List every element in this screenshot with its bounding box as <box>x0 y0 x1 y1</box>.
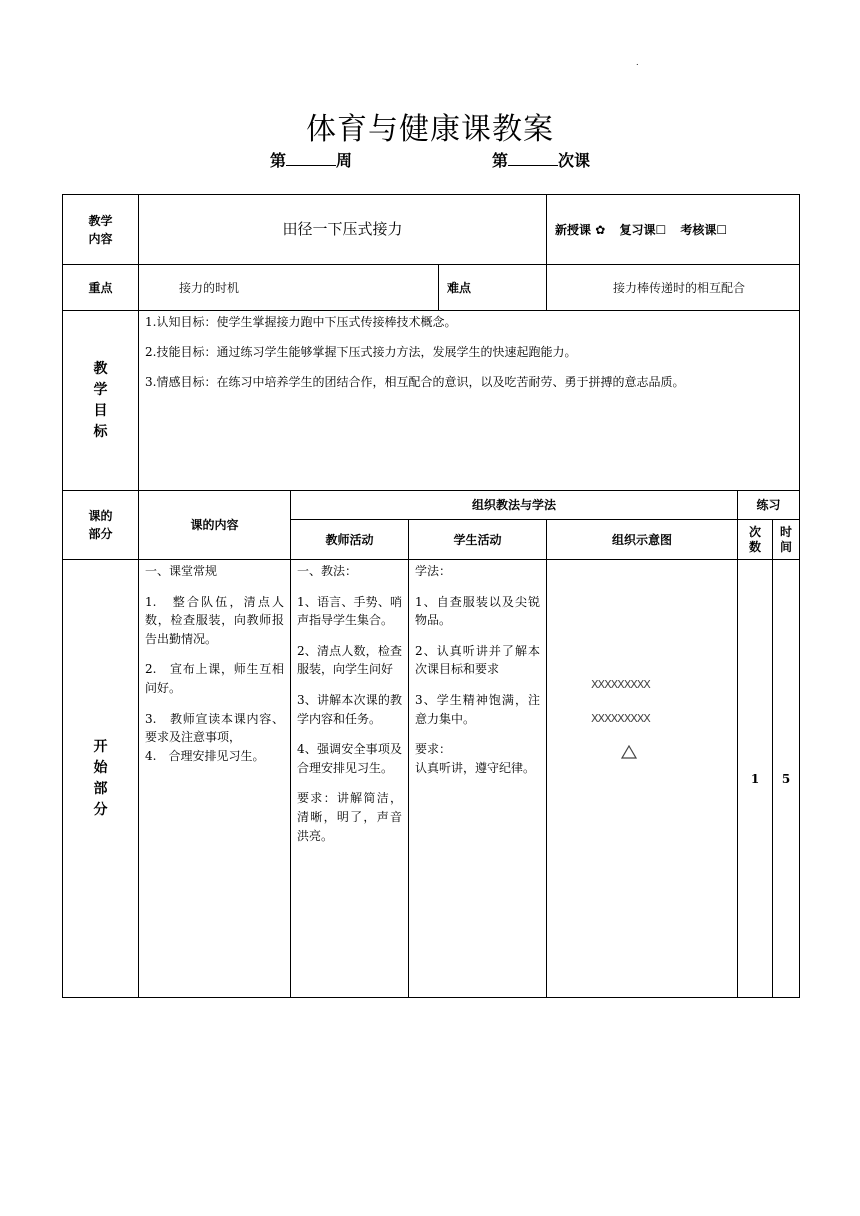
header-diagram: 组织示意图 <box>547 520 738 560</box>
header-student: 学生活动 <box>409 520 547 560</box>
key-row <box>63 265 800 311</box>
lesson-prefix: 第 <box>492 151 509 170</box>
teacher-line-6: 要求：讲解简洁，清晰，明了，声音洪亮。 <box>297 791 402 843</box>
difficult-value: 接力棒传递时的相互配合 <box>547 265 800 311</box>
header-method-group: 组织教法与学法 <box>291 491 738 520</box>
start-content-4: 3. 教师宣读本课内容、要求及注意事项， 4. 合理安排见习生。 <box>145 711 284 763</box>
page-dot: . <box>636 58 639 67</box>
goal-emotion: 3.情感目标：在练习中培养学生的团结合作，相互配合的意识，以及吃苦耐劳、勇于拼搏的意志品质。 <box>145 375 685 389</box>
header-part: 课的 部分 <box>63 491 139 560</box>
lesson-suffix: 次课 <box>558 151 591 170</box>
start-content-2: 1. 整合队伍，清点人数，检查服装，向教师报告出勤情况。 <box>145 594 284 646</box>
type-exam-option[interactable]: 考核课☐ <box>680 222 728 237</box>
start-teacher-cell <box>291 560 409 998</box>
start-content-1: 一、课堂常规 <box>145 564 218 578</box>
content-topic: 田径一下压式接力 <box>139 195 547 265</box>
header-practice-group: 练习 <box>738 491 800 520</box>
start-times: 1 <box>738 560 773 998</box>
teacher-line-1: 一、教法： <box>297 564 358 578</box>
content-row <box>63 195 800 265</box>
type-new-option[interactable]: 新授课 ✿ <box>555 222 606 237</box>
type-review-option[interactable]: 复习课☐ <box>619 222 667 237</box>
student-line-1: 学法： <box>415 564 452 578</box>
lesson-line <box>492 148 590 171</box>
start-student-cell <box>409 560 547 998</box>
content-label: 教学 内容 <box>63 195 139 265</box>
formation-row-2: XXXXXXXXX <box>591 712 650 725</box>
key-value: 接力的时机 <box>139 265 439 311</box>
lesson-blank[interactable] <box>508 151 558 166</box>
student-line-2: 1、自查服装以及尖锐物品。 <box>415 594 541 628</box>
teacher-line-4: 3、讲解本次课的教学内容和任务。 <box>297 692 402 726</box>
start-section-row <box>63 560 800 998</box>
page-title: 体育与健康课教案 <box>306 112 554 147</box>
key-label: 重点 <box>63 265 139 311</box>
formation-diagram <box>547 560 738 998</box>
teacher-line-2: 1、语言、手势、哨声指导学生集合。 <box>297 594 402 628</box>
difficult-label: 难点 <box>439 265 547 311</box>
goals-label: 教 学 目 标 <box>63 311 139 491</box>
goal-cognitive: 1.认知目标：使学生掌握接力跑中下压式传接棒技术概念。 <box>145 315 457 329</box>
header-times: 次 数 <box>738 520 773 560</box>
goals-row <box>63 311 800 491</box>
student-line-4: 3、学生精神饱满，注意力集中。 <box>415 692 541 726</box>
goal-skill: 2.技能目标：通过练习学生能够掌握下压式接力方法，发展学生的快速起跑能力。 <box>145 345 577 359</box>
week-line <box>270 148 352 171</box>
lesson-plan-table <box>62 194 800 998</box>
start-duration: 5 <box>773 560 800 998</box>
header-row-1 <box>63 491 800 520</box>
start-content-cell <box>139 560 291 998</box>
start-content-3: 2. 宣布上课，师生互相问好。 <box>145 662 284 695</box>
week-suffix: 周 <box>336 151 353 170</box>
formation-row-1: XXXXXXXXX <box>591 678 650 691</box>
lesson-type-options <box>547 195 800 265</box>
week-prefix: 第 <box>270 151 287 170</box>
student-line-5: 要求： 认真听讲，遵守纪律。 <box>415 742 536 775</box>
triangle-icon <box>621 745 637 759</box>
header-content: 课的内容 <box>139 491 291 560</box>
teacher-line-5: 4、强调安全事项及合理安排见习生。 <box>297 742 402 775</box>
week-blank[interactable] <box>286 151 336 166</box>
teacher-line-3: 2、清点人数，检查服装，向学生问好 <box>297 643 402 677</box>
goals-text <box>139 311 800 491</box>
start-part-label: 开 始 部 分 <box>63 560 139 998</box>
header-duration: 时 间 <box>773 520 800 560</box>
student-line-3: 2、认真听讲并了解本次课目标和要求 <box>415 643 541 677</box>
header-teacher: 教师活动 <box>291 520 409 560</box>
